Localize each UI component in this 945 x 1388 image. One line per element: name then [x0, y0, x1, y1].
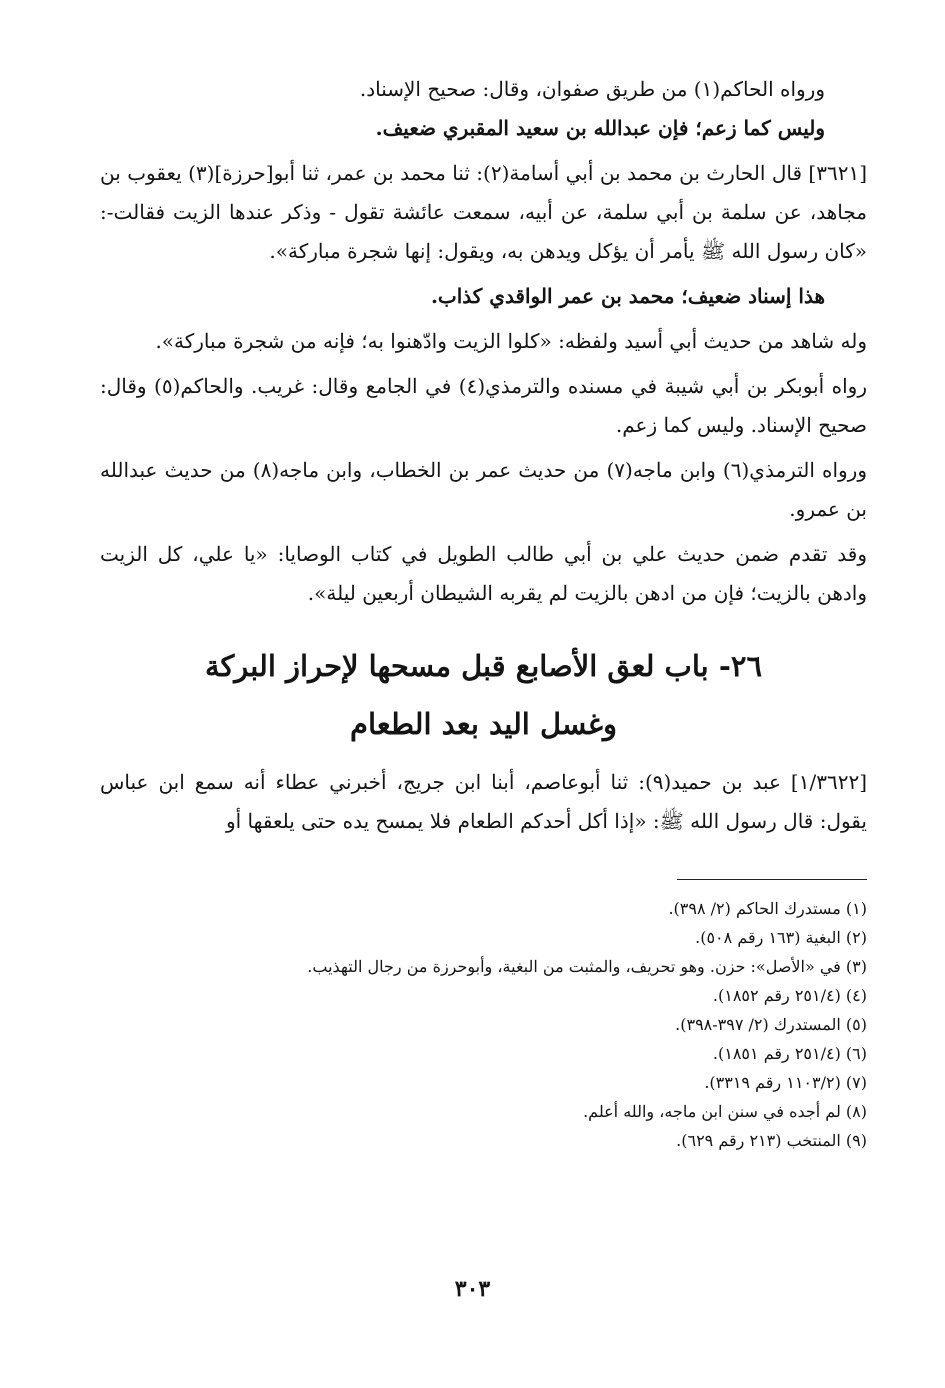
footnote-8: (٨) لم أجده في سنن ابن ماجه، والله أعلم. [583, 1102, 867, 1121]
footnote-4: (٤) (٢٥١/٤ رقم ١٨٥٢). [712, 986, 867, 1005]
footnote-7: (٧) (١١٠٣/٢ رقم ٣٣١٩). [704, 1073, 867, 1092]
footnote-1: (١) مستدرك الحاكم (٢/ ٣٩٨). [668, 899, 867, 918]
paragraph-hakim-narration: ورواه الحاكم(١) من طريق صفوان، وقال: صحيح الإسناد. [359, 77, 825, 101]
footnote-3: (٣) في «الأصل»: حزن. وهو تحريف، والمثبت من البغية، وأبوحرزة من رجال التهذيب. [307, 957, 867, 976]
hadith-3621: [٣٦٢١] قال الحارث بن محمد بن أبي أسامة(٢): ثنا محمد بن عمر، ثنا أبو[حرزة](٣) يعقوب بن مجاهد، عن سلمة بن أبي سلمة، عن أبيه، سمعت عائشة تقول - وذكر عندها الزيت فقالت-: «كان رسول الله ﷺ يأمر أن يؤكل ويدهن به، ويقول: إنها شجرة مباركة». [100, 161, 867, 263]
footnote-6: (٦) (٢٥١/٤ رقم ١٨٥١). [712, 1044, 867, 1063]
chapter-heading [100, 637, 867, 753]
paragraph-abu-usaid-witness: وله شاهد من حديث أبي أسيد ولفظه: «كلوا الزيت وادّهنوا به؛ فإنه من شجرة مباركة». [155, 329, 867, 353]
footnote-9: (٩) المنتخب (٢١٣ رقم ٦٢٩). [676, 1131, 867, 1150]
paragraph-tirmidhi-ibn-majah: ورواه الترمذي(٦) وابن ماجه(٧) من حديث عمر بن الخطاب، وابن ماجه(٨) من حديث عبدالله بن عمرو. [100, 458, 867, 521]
footnote-5: (٥) المستدرك (٢/ ٣٩٧-٣٩٨). [675, 1015, 867, 1034]
footnotes-list [100, 894, 867, 1155]
paragraph-maqburi-weak: وليس كما زعم؛ فإن عبدالله بن سعيد المقبري ضعيف. [375, 116, 825, 140]
chapter-heading-line-1: ٢٦- باب لعق الأصابع قبل مسحها لإحراز البركة [204, 649, 763, 683]
footnote-2: (٢) البغية (١٦٣ رقم ٥٠٨). [695, 928, 867, 947]
hadith-3622: [١/٣٦٢٢] عبد بن حميد(٩): ثنا أبوعاصم، أبنا ابن جريج، أخبرني عطاء أنه سمع ابن عباس يقول: قال رسول الله ﷺ: «إذا أكل أحدكم الطعام فلا يمسح يده حتى يلعقها أو [100, 770, 867, 833]
footnotes-separator [100, 879, 867, 880]
paragraph-abu-bakr-narration: رواه أبوبكر بن أبي شيبة في مسنده والترمذي(٤) في الجامع وقال: غريب. والحاكم(٥) وقال: صحيح الإسناد. وليس كما زعم. [100, 374, 867, 437]
paragraph-waqidi-liar: هذا إسناد ضعيف؛ محمد بن عمر الواقدي كذاب. [430, 284, 825, 308]
page-number: ٣٠٣ [454, 1276, 491, 1302]
paragraph-ali-wasaya: وقد تقدم ضمن حديث علي بن أبي طالب الطويل في كتاب الوصايا: «يا علي، كل الزيت وادهن بالزيت؛ فإن من ادهن بالزيت لم يقربه الشيطان أربعين ليلة». [100, 542, 867, 605]
chapter-heading-line-2: وغسل اليد بعد الطعام [350, 707, 617, 741]
